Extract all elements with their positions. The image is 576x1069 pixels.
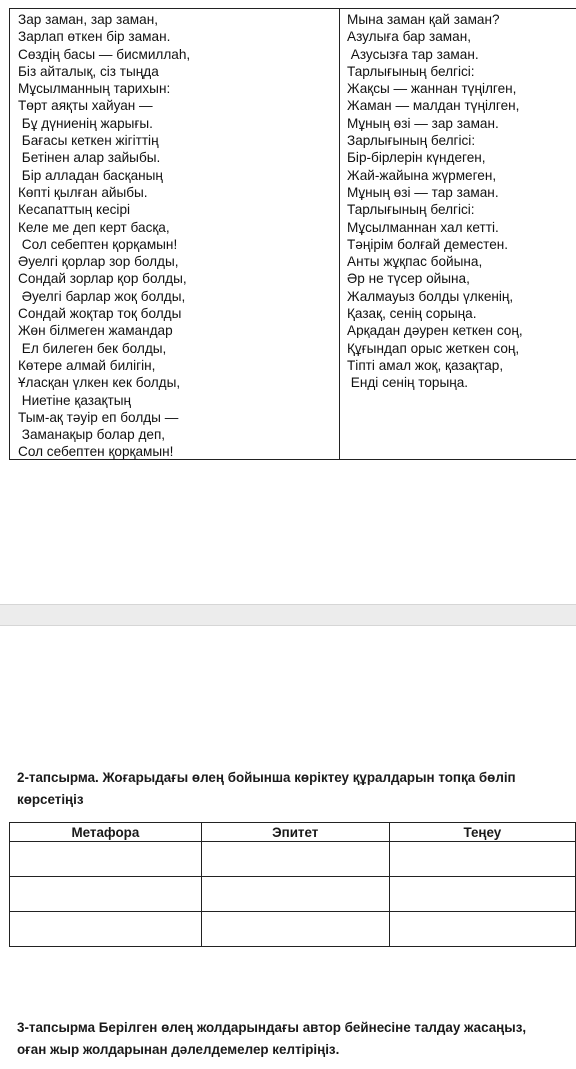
- poem-right-column: [340, 9, 576, 459]
- poem-line: Мұсылманның тарихын:: [18, 81, 171, 97]
- poem-line: Зарлығының белгісі:: [347, 133, 476, 149]
- poem-line: Тым-ақ тәуір еп болды —: [18, 409, 179, 425]
- poem-line: Сол себептен қорқамын!: [18, 236, 178, 252]
- poem-line: Ел билеген бек болды,: [18, 340, 167, 356]
- task-3-line-1: 3-тапсырма Берілген өлең жолдарындағы автор бейнесіне талдау жасаңыз,: [17, 1020, 527, 1035]
- poem-line: Ұласқан үлкен кек болды,: [18, 375, 181, 391]
- page-divider: [0, 604, 576, 626]
- poem-line: Бір алладан басқаның: [18, 167, 163, 183]
- poem-line: Бір-бірлерін күндеген,: [347, 150, 486, 166]
- table-cell[interactable]: [10, 912, 202, 947]
- poem-line: Қазақ, сенің сорыңа.: [347, 306, 477, 322]
- table-cell[interactable]: [389, 912, 575, 947]
- table-cell[interactable]: [10, 842, 202, 877]
- poem-line: Сондай зорлар қор болды,: [18, 271, 187, 287]
- task-3-line-2: оған жыр жолдарынан дәлелдемелер келтіріңіз.: [17, 1042, 340, 1057]
- poem-line: Жөн білмеген жамандар: [18, 323, 173, 339]
- poem-line: Жай-жайына жүрмеген,: [347, 167, 497, 183]
- poem-line: Жалмауыз болды үлкенің,: [347, 288, 514, 304]
- poem-line: Анты жұқпас бойына,: [347, 254, 483, 270]
- poem-line: Зарлап өткен бір заман.: [18, 29, 171, 45]
- table-cell[interactable]: [201, 877, 389, 912]
- poem-line: Тәңірім болғай деместен.: [347, 236, 509, 252]
- poem-line: Зар заман, зар заман,: [18, 12, 158, 27]
- task-2-instruction: [17, 767, 516, 811]
- poem-line: Жақсы — жаннан түңілген,: [347, 81, 517, 97]
- poem-line: Әуелгі барлар жоқ болды,: [18, 288, 186, 304]
- poem-line: Тарлығының белгісі:: [347, 202, 475, 218]
- poem-line: Мына заман қай заман?: [347, 12, 500, 27]
- poem-line: Мұның өзі — тар заман.: [347, 184, 499, 200]
- poem-line: Әуелгі қорлар зор болды,: [18, 254, 179, 270]
- poem-line: Сондай жоқтар тоқ болды: [18, 306, 182, 322]
- poem-line: Бағасы кеткен жігіттің: [18, 133, 159, 149]
- poem-line: Сол себептен қорқамын!: [18, 444, 174, 460]
- table-cell[interactable]: [201, 912, 389, 947]
- table-row: [10, 912, 576, 947]
- poem-line: Құғындап орыс жеткен соң,: [347, 340, 520, 356]
- poem-line: Заманақыр болар деп,: [18, 427, 166, 443]
- poem-line: Азулыға бар заман,: [347, 29, 471, 45]
- poem-line: Тарлығының белгісі:: [347, 63, 475, 79]
- table-cell[interactable]: [201, 842, 389, 877]
- poem-line: Азусызға тар заман.: [347, 46, 479, 62]
- poem-line: Көтере алмай билігін,: [18, 357, 156, 373]
- poem-line: Жаман — малдан түңілген,: [347, 98, 520, 114]
- table-row: [10, 877, 576, 912]
- poem-line: Әр не түсер ойына,: [347, 271, 470, 287]
- poem-line: Кесапаттың кесірі: [18, 202, 131, 218]
- poem-line: Мұсылманнан хал кетті.: [347, 219, 499, 235]
- poem-line: Сөздің басы — бисмиллаһ,: [18, 46, 191, 62]
- header-epithet: Эпитет: [201, 823, 389, 842]
- poem-line: Келе ме деп керт басқа,: [18, 219, 170, 235]
- poem-left-column: [10, 9, 340, 459]
- task-3-instruction: [17, 1017, 526, 1061]
- poem-line: Бетінен алар зайыбы.: [18, 150, 161, 166]
- figures-table-header-row: [10, 823, 576, 842]
- table-cell[interactable]: [389, 877, 575, 912]
- poem-line: Біз айталық, сіз тыңда: [18, 63, 159, 79]
- poem-line: Арқадан дәурен кеткен соң,: [347, 323, 523, 339]
- poem-line: Бұ дүниенің жарығы.: [18, 115, 153, 131]
- poem-line: Төрт аяқты хайуан —: [18, 98, 153, 114]
- poem-line: Тіпті амал жоқ, қазақтар,: [347, 357, 504, 373]
- table-cell[interactable]: [389, 842, 575, 877]
- header-simile: Теңеу: [389, 823, 575, 842]
- header-metaphor: Метафора: [10, 823, 202, 842]
- task-2-line-2: көрсетіңіз: [17, 792, 84, 807]
- poem-line: Ниетіне қазақтың: [18, 392, 131, 408]
- poem-line: Енді сенің торыңа.: [347, 375, 469, 391]
- table-row: [10, 842, 576, 877]
- poem-line: Мұның өзі — зар заман.: [347, 115, 499, 131]
- figures-table: [9, 822, 576, 947]
- poem-table: [9, 8, 576, 460]
- poem-line: Көпті қылған айыбы.: [18, 184, 148, 200]
- task-2-line-1: 2-тапсырма. Жоғарыдағы өлең бойынша көріктеу құралдарын топқа бөліп: [17, 770, 516, 785]
- table-cell[interactable]: [10, 877, 202, 912]
